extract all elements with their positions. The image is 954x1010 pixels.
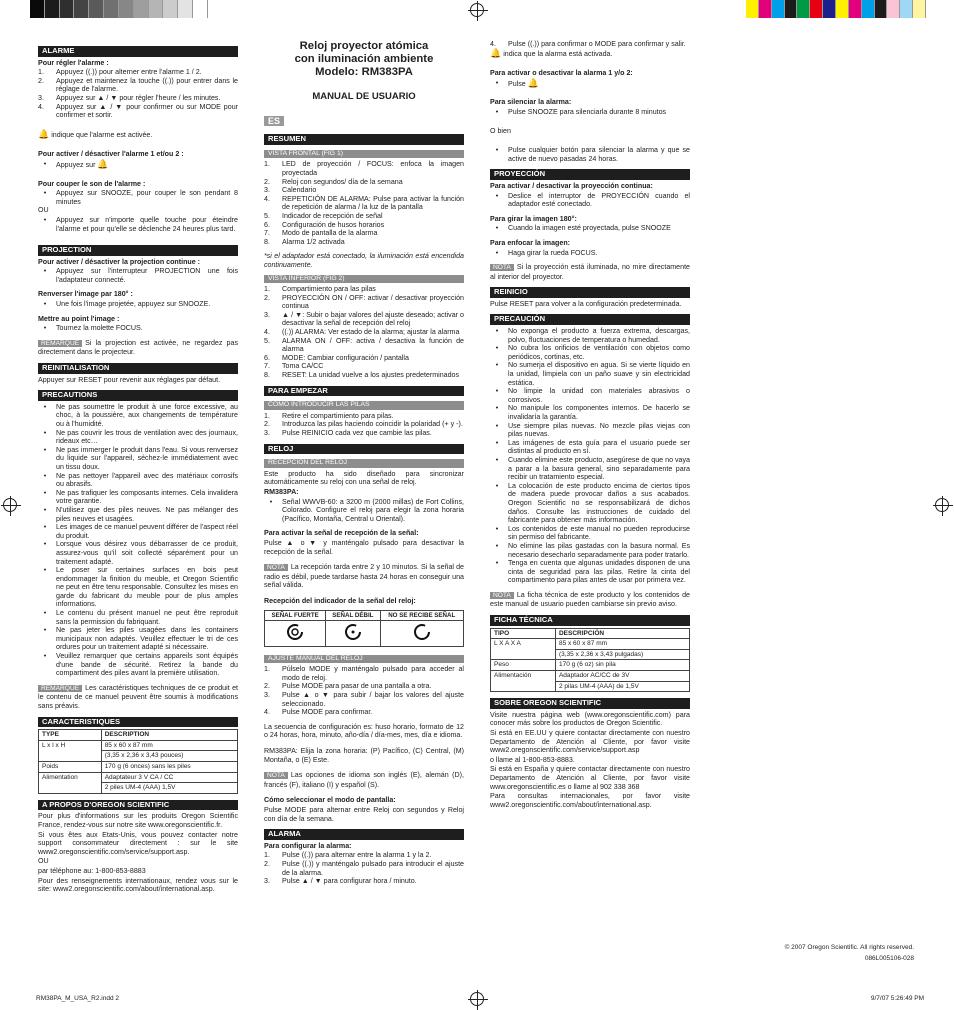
list-text: Pulse MODE para pasar de una pantalla a otra. bbox=[282, 682, 432, 691]
list-text: Tenga en cuenta que algunas unidades disponen de una cinta de seguridad para las pilas. Retire la cinta del compartimento para pilas antes de usar por primera vez. bbox=[508, 559, 690, 585]
list-text: Modo de pantalla de la alarma bbox=[282, 229, 378, 238]
text: Une fois l'image projetée, appuyez sur SNOOZE. bbox=[56, 300, 211, 309]
swatch bbox=[900, 0, 913, 18]
section-reinitialisation: REINITIALISATION bbox=[38, 363, 238, 374]
text: o llame al 1-800-853-8883. bbox=[490, 755, 575, 764]
note-badge: NOTA bbox=[490, 264, 514, 271]
text: Pour plus d'informations sur les produits Oregon Scientific France, rendez-vous sur notre site www.oregonscientific.fr. bbox=[38, 812, 238, 829]
list-text: No cubra los orificios de ventilación con objetos como periódicos, cortinas, etc. bbox=[508, 344, 690, 361]
table-cell bbox=[380, 621, 464, 647]
list-item: 7. Modo de pantalla de la alarma bbox=[264, 229, 464, 238]
list-item: • No limpie la unidad con materiales abrasivos o corrosivos. bbox=[495, 387, 690, 404]
text: Las opciones de idioma son inglés (E), alemán (D), francés (F), italiano (I) y español (S). bbox=[264, 771, 464, 789]
list-item: • Le poser sur certaines surfaces en bois peut endommager la finition du meuble, et Oregon Scientific ne peut en être tenu responsable. Consultez les mises en garde du fabricant du meuble pour de plus amples informations. bbox=[43, 566, 238, 609]
list-item: 8. RESET: La unidad vuelve a los ajustes predeterminados bbox=[264, 371, 464, 380]
list-item: 6. MODE: Cambiar configuración / pantalla bbox=[264, 354, 464, 363]
label: Cómo seleccionar el modo de pantalla: bbox=[264, 796, 396, 805]
list-text: Ne pas immerger le produit dans l'eau. Si vous renversez du liquide sur l'appareil, séchez-le immédiatement avec un tissu doux. bbox=[56, 445, 238, 471]
list-text: Veuillez remarquer que certains appareils sont équipés d'une bande de sécurité. Retirez la bande du compartiment des piles avant la première utilisation. bbox=[56, 652, 238, 678]
list-text: Pulse ▲ o ▼ para subir / bajar los valores del ajuste seleccionado. bbox=[282, 691, 464, 708]
section-reloj: RELOJ bbox=[264, 444, 464, 455]
text: indica que la alarma está activada. bbox=[503, 49, 613, 58]
table-cell: 170 g (6 onces) sans les piles bbox=[101, 761, 237, 772]
text: Les caractéristiques techniques de ce produit et le contenu de ce manuel peuvent être soumis à modifications sans préavis. bbox=[38, 683, 238, 710]
doc-title-3: Modelo: RM383PA bbox=[315, 66, 413, 78]
bottom-list bbox=[264, 285, 464, 380]
list-text: ALARMA ON / OFF: activa / desactiva la función de alarma bbox=[282, 336, 464, 354]
swatch bbox=[862, 0, 875, 18]
table-cell bbox=[265, 621, 326, 647]
table-cell: 2 piles UM-4 (AAA) 1,5V bbox=[101, 783, 237, 794]
ficha-table bbox=[490, 628, 690, 693]
list-text: ((.)) ALARMA: Ver estado de la alarma; ajustar la alarma bbox=[282, 328, 460, 337]
section-empezar: PARA EMPEZAR bbox=[264, 386, 464, 397]
text: Pulse cualquier botón para silenciar la alarma y que se active de nuevo pasadas 24 horas. bbox=[508, 146, 690, 163]
label: Mettre au point l'image : bbox=[38, 314, 120, 323]
swatch bbox=[823, 0, 836, 18]
bell-icon: 🔔 bbox=[97, 158, 109, 169]
precaucion-list bbox=[490, 327, 690, 585]
table-header: TIPO bbox=[491, 628, 556, 639]
list-item: • La colocación de este producto encima de ciertos tipos de madera puede provocar daños a sus acabados. Oregon Scientific no se responsabilizará de dichos daños. Consulte las instrucciones de cuidado del fabricante para obtener más información. bbox=[495, 481, 690, 525]
swatch bbox=[875, 0, 888, 18]
list-text: Alarma 1/2 activada bbox=[282, 237, 345, 246]
bell-icon: 🔔 bbox=[38, 128, 50, 139]
swatch bbox=[887, 0, 900, 18]
list-text: LED de proyección / FOCUS: enfoca la imagen proyectada bbox=[282, 160, 464, 177]
text: RM383PA: bbox=[264, 487, 299, 496]
manual-title: MANUAL DE USUARIO bbox=[312, 91, 416, 102]
list-text: Las imágenes de esta guía para el usuario puede ser distintas al producto en sí. bbox=[508, 438, 690, 456]
french-column: ALARME Pour régler l'alarme : 1. Appuyez ((.)) pour alterner entre l'alarme 1 / 2. 2. Appuyez et maintenez la touche ((.)) pour entrer dans le réglage de l'alarme. 3. Appuyez sur ▲ / ▼ pour régler l'heure / les minutes. 4. Appuyez sur ▲ / ▼ pour confirmer ou sur MODE pour confirmer et sortir. 🔔 indique que l'alarme est activée. Pour activer / désactiver l'alarme 1 et/ou 2 : • Appuyez sur 🔔 Pour couper le son de l'alarme : • Appuyez sur SNOOZE, pour couper le son pendant 8 minutes OU • Appuyez sur n'importe quelle touche pour éteindre l'alarme et pour qu'elle se déclenche 24 heures plus tard. PROJECTION Pour activer / désactiver la projection continue : • Appuyez sur l'interrupteur PROJECTION une fois l'adaptateur connecté. Renverser l'image par 180° : • Une fois l'image projetée, appuyez sur SNOOZE. Mettre au point l'image : • Tournez la molette FOCUS. REMARQUE Si la projection est activée, ne regardez pas directement dans le projecteur. REINITIALISATION Appuyer sur RESET pour revenir aux réglages par défaut. PRECAUTIONS • Ne pas soumettre le produit à une force excessive, au choc, à la poussière, aux changements de température ou à l'humidité. • Ne pas couvrir les trous de ventilation avec des journaux, rideaux etc… • Ne pas immerger le produit dans l'eau. Si vous renversez du liquide sur l'appareil, séchez-le immédiatement avec un tissu doux. • Ne pas nettoyer l'appareil avec des matériaux corrosifs ou abrasifs. • Ne pas trafiquer les composants internes. Cela invalidera votre garantie. • N'utilisez que des piles neuves. Ne pas mélanger des piles neuves et usagées. • Les images de ce manuel peuvent différer de l'aspect réel du produit. • Lorsque vous désirez vous débarrasser de ce produit, assurez-vous qu'il soit collecté séparément pour un traitement adapté. • Le poser sur certaines surfaces en bois peut endommager la finition du meuble, et Oregon Scientific ne peut en être tenu responsable. Consultez les mises en garde du fabricant du meuble pour de plus amples informations. • Le contenu du présent manuel ne peut être reproduit sans la permission du fabriquant. • Ne pas jeter les piles usagées dans les containers municipaux non adaptés. Veuillez effectuer le tri de ces ordures pour un traitement adapté si nécessaire. • Veuillez remarquer que certains appareils sont équipés d'une bande de sécurité. Retirez la bande du compartiment des piles avant la première utilisation. REMARQUE Les caractéristiques techniques de ce produit et le contenu de ce manuel peuvent être soumis à modifications sans préavis. CARACTERISTIQUES TYPE DESCRIPTION L x l x H 85 x 60 x 87 mm (3,35 x 2,36 x 3,43 pouces) Poids 170 g (6 onces) sans les piles Alimentation Adaptateur 3 V CA / CC 2 piles UM-4 (AAA) 1,5V A PROPOS D'OREGON SCIENTIFIC Pour plus d'informations sur les produits Oregon Scientific France, rendez-vous sur notre site www.oregonscientific.fr. Si vous êtes aux Etats-Unis, vous pouvez contacter notre support consommateur directement : sur le site www2.oregonscientific.com/service/support.asp. OU par téléphone au: 1-800-853-8883 Pour des renseignements internationaux, rendez vous sur le site: www2.oregonscientific.com/about/international.asp. bbox=[38, 46, 238, 894]
list-item: 3. ▲ / ▼: Subir o bajar valores del ajuste deseado; activar o desactivar la señal de recepción del reloj bbox=[264, 310, 464, 328]
swatch bbox=[785, 0, 798, 18]
swatch bbox=[45, 0, 60, 18]
list-text: N'utilisez que des piles neuves. Ne pas mélanger des piles neuves et usagées. bbox=[56, 505, 238, 523]
text: *si el adaptador está conectado, la iluminación está encendida continuamente. bbox=[264, 252, 464, 269]
spanish-column-1: Reloj proyector atómica con iluminación ambiente Modelo: RM383PA MANUAL DE USUARIO ES RESUMEN VISTA FRONTAL (FIG 1) 1. LED de proyección / FOCUS: enfoca la imagen proyectada 2. Reloj con segundos/ día de la semana 3. Calendario 4. REPETICIÓN DE ALARMA: Pulse para activar la función de repetición de alarma / la luz de la pantalla 5. Indicador de recepción de señal 6. Configuración de husos horarios 7. Modo de pantalla de la alarma 8. Alarma 1/2 activada *si el adaptador está conectado, la iluminación está encendida continuamente. VISTA INFERIOR (FIG 2) 1. Compartimiento para las pilas 2. PROYECCIÓN ON / OFF: activar / desactivar proyección continua 3. ▲ / ▼: Subir o bajar valores del ajuste deseado; activar o desactivar la señal de recepción del reloj 4. ((.)) ALARMA: Ver estado de la alarma; ajustar la alarma 5. ALARMA ON / OFF: activa / desactiva la función de alarma 6. MODE: Cambiar configuración / pantalla 7. Toma CA/CC 8. RESET: La unidad vuelve a los ajustes predeterminados PARA EMPEZAR CÓMO INTRODUCIR LAS PILAS 1. Retire el compartimiento para pilas. 2. Introduzca las pilas haciendo coincidir la polaridad (+ y -). 3. Pulse REINICIO cada vez que cambie las pilas. RELOJ RECEPCIÓN DEL RELOJ Este producto ha sido diseñado para sincronizar automáticamente su reloj con una señal de reloj. RM383PA: • Señal WWVB-60: a 3200 m (2000 millas) de Fort Collins, Colorado. Configure el reloj para elegir la zona horaria (Pacífico, Montaña, Central u Oriental). Para activar la señal de recepción de la señal: Pulse ▲ o ▼ y manténgalo pulsado para desactivar la recepción de la señal. NOTA La recepción tarda entre 2 y 10 minutos. Si la señal de radio es débil, puede tardarse hasta 24 horas en conseguir una señal válida. Recepción del indicador de la señal del reloj: SEÑAL FUERTE SEÑAL DÉBIL NO SE RECIBE SEÑAL AJUSTE MANUAL DEL RELOJ 1. Púlselo MODE y manténgalo pulsado para acceder al modo de reloj. 2. Pulse MODE para pasar de una pantalla a otra. 3. Pulse ▲ o ▼ para subir / bajar los valores del ajuste seleccionado. 4. Pulse MODE para confirmar. La secuencia de configuración es: huso horario, formato de 12 o 24 horas, hora, minuto, año-día / día-mes, mes, día e idioma. RM383PA: Elija la zona horaria: (P) Pacífico, (C) Central, (M) Montaña, o (E) Este. NOTA Las opciones de idioma son inglés (E), alemán (D), francés (F), italiano (I) y español (S). Cómo seleccionar el modo de pantalla: Pulse MODE para alternar entre Reloj con segundos y Reloj con día de la semana. ALARMA Para configurar la alarma: 1. Pulse ((.)) para alternar entre la alarma 1 y la 2. 2. Pulse ((.)) y manténgalo pulsado para introducir el ajuste de la alarma. 3. Pulse ▲ / ▼ para configurar hora / minuto. bbox=[264, 40, 464, 886]
section-alarma: ALARMA bbox=[264, 829, 464, 840]
precautions-list bbox=[38, 403, 238, 678]
list-item: 1. Retire el compartimiento para pilas. bbox=[264, 412, 464, 421]
list-item: 1. LED de proyección / FOCUS: enfoca la imagen proyectada bbox=[264, 160, 464, 177]
list-text: Configuración de husos horarios bbox=[282, 220, 385, 229]
text: La ficha técnica de este producto y los contenidos de este manual de usuario pueden cambiarse sin previo aviso. bbox=[490, 590, 690, 609]
list-text: MODE: Cambiar configuración / pantalla bbox=[282, 353, 409, 362]
list-item: • Tenga en cuenta que algunas unidades disponen de una cinta de seguridad para las pilas. Retire la cinta del compartimento para pilas antes de usar por primera vez. bbox=[495, 559, 690, 585]
text: Pulse ▲ o ▼ y manténgalo pulsado para desactivar la recepción de la señal. bbox=[264, 538, 464, 556]
label: Para girar la imagen 180°: bbox=[490, 214, 577, 223]
table-cell: Peso bbox=[491, 660, 556, 671]
list-item: 3. Pulse ▲ o ▼ para subir / bajar los valores del ajuste seleccionado. bbox=[264, 691, 464, 708]
table-cell: (3,35 x 2,36 x 3,43 pulgadas) bbox=[555, 649, 689, 660]
swatch bbox=[149, 0, 164, 18]
text: Appuyez sur SNOOZE, pour couper le son pendant 8 minutes bbox=[56, 189, 238, 206]
label: Para activar o desactivar la alarma 1 y/o 2: bbox=[490, 69, 633, 78]
text: Si la projection est activée, ne regardez pas directement dans le projecteur. bbox=[38, 338, 238, 357]
section-precautions: PRECAUTIONS bbox=[38, 390, 238, 401]
list-text: Use siempre pilas nuevas. No mezcle pilas viejas con pilas nuevas. bbox=[508, 421, 690, 439]
doc-title-1: Reloj proyector atómica bbox=[299, 40, 429, 52]
swatch bbox=[74, 0, 89, 18]
strong-signal-icon bbox=[285, 622, 305, 642]
label: Pour couper le son de l'alarme : bbox=[38, 179, 146, 188]
table-header: SEÑAL FUERTE bbox=[265, 610, 326, 621]
step: Appuyez sur ▲ / ▼ pour régler l'heure / les minutes. bbox=[56, 93, 221, 102]
subsection-ajuste: AJUSTE MANUAL DEL RELOJ bbox=[264, 655, 464, 664]
note-badge: NOTA bbox=[264, 564, 288, 571]
label: Para activar / desactivar la proyección continua: bbox=[490, 181, 653, 190]
list-item: • Ne pas trafiquer les composants internes. Cela invalidera votre garantie. bbox=[43, 488, 238, 506]
table-cell: Alimentation bbox=[39, 772, 102, 793]
table-header: NO SE RECIBE SEÑAL bbox=[380, 610, 464, 621]
registration-mark-bottom bbox=[470, 992, 484, 1006]
swatch bbox=[746, 0, 759, 18]
table-cell: L x l x H bbox=[39, 740, 102, 761]
step: Appuyez sur ▲ / ▼ pour confirmer ou sur MODE pour confirmer et sortir. bbox=[56, 102, 238, 120]
section-resumen: RESUMEN bbox=[264, 134, 464, 145]
language-tag: ES bbox=[264, 116, 284, 127]
print-date: 9/7/07 5:26:49 PM bbox=[870, 995, 924, 1002]
table-cell: Adaptador AC/CC de 3V bbox=[555, 671, 689, 682]
step: Appuyez ((.)) pour alterner entre l'alarme 1 / 2. bbox=[56, 68, 202, 77]
text: Haga girar la rueda FOCUS. bbox=[508, 248, 598, 257]
label: Pour activer / désactiver la projection continue : bbox=[38, 257, 201, 266]
list-text: No sumerja el dispositivo en agua. Si se vierte líquido en la unidad, límpiela con un paño suave y sin electricidad estática. bbox=[508, 361, 690, 387]
section-apropos: A PROPOS D'OREGON SCIENTIFIC bbox=[38, 800, 238, 811]
table-cell bbox=[326, 621, 380, 647]
text: La secuencia de configuración es: huso horario, formato de 12 o 24 horas, hora, minuto, año-día / día-mes, mes, día e idioma. bbox=[264, 722, 464, 740]
list-text: ▲ / ▼: Subir o bajar valores del ajuste deseado; activar o desactivar la señal de recepción del reloj bbox=[282, 310, 464, 328]
swatch bbox=[193, 0, 208, 18]
subsection-recepcion: RECEPCIÓN DEL RELOJ bbox=[264, 459, 464, 468]
list-text: REPETICIÓN DE ALARMA: Pulse para activar la función de repetición de alarma / la luz de la pantalla bbox=[282, 194, 464, 212]
list-text: Ne pas soumettre le produit à une force excessive, au choc, à la poussière, aux changements de température ou à l'humidité. bbox=[56, 402, 238, 428]
list-item: • No elimine las pilas gastadas con la basura normal. Es necesario desecharlo separadamente para poder tratarlo. bbox=[495, 541, 690, 559]
note-badge: NOTA bbox=[264, 772, 288, 779]
label: Pour activer / désactiver l'alarme 1 et/ou 2 : bbox=[38, 150, 184, 159]
list-text: Los contenidos de este manual no pueden reproducirse sin permiso del fabricante. bbox=[508, 524, 690, 542]
table-cell: 170 g (6 oz) sin pila bbox=[555, 660, 689, 671]
empezar-list bbox=[264, 412, 464, 438]
copyright: © 2007 Oregon Scientific. All rights reserved. bbox=[784, 944, 914, 951]
list-item: 2. PROYECCIÓN ON / OFF: activar / desactivar proyección continua bbox=[264, 293, 464, 311]
registration-mark-right bbox=[935, 498, 949, 512]
table-header: DESCRIPTION bbox=[101, 730, 237, 741]
list-item: 8. Alarma 1/2 activada bbox=[264, 238, 464, 247]
bell-icon: 🔔 bbox=[490, 47, 502, 58]
text: Este producto ha sido diseñado para sincronizar automáticamente su reloj con una señal de reloj. bbox=[264, 469, 464, 487]
list-text: Retire el compartimiento para pilas. bbox=[282, 411, 394, 420]
list-text: Cuando elimine este producto, asegúrese de que no vaya a parar a la basura general, sino separadamente para recibir un tratamiento especial. bbox=[508, 455, 690, 482]
list-item: • N'utilisez que des piles neuves. Ne pas mélanger des piles neuves et usagées. bbox=[43, 505, 238, 523]
section-caracteristiques: CARACTERISTIQUES bbox=[38, 717, 238, 728]
table-header: TYPE bbox=[39, 730, 102, 741]
swatch bbox=[104, 0, 119, 18]
list-text: No elimine las pilas gastadas con la basura normal. Es necesario desecharlo separadamente para poder tratarlo. bbox=[508, 541, 690, 559]
front-list bbox=[264, 160, 464, 246]
list-text: Le contenu du présent manuel ne peut être reproduit sans la permission du fabriquant. bbox=[56, 609, 238, 626]
list-text: Ne pas jeter les piles usagées dans les containers municipaux non adaptés. Veuillez effectuer le tri de ces ordures pour un traitement adapté si nécessaire. bbox=[56, 626, 238, 652]
list-item: 5. ALARMA ON / OFF: activa / desactiva la función de alarma bbox=[264, 336, 464, 354]
text: Pulse SNOOZE para silenciarla durante 8 minutos bbox=[508, 107, 667, 116]
list-item: 1. Púlselo MODE y manténgalo pulsado para acceder al modo de reloj. bbox=[264, 665, 464, 682]
text: Señal WWVB-60: a 3200 m (2000 millas) de Fort Collins, Colorado. Configure el reloj para elegir la zona horaria (Pacífico, Montaña, Central u Oriental). bbox=[282, 497, 464, 523]
list-item: 4. Pulse MODE para confirmar. bbox=[264, 708, 464, 717]
label: Recepción del indicador de la señal del reloj: bbox=[264, 596, 416, 605]
section-precaucion: PRECAUCIÓN bbox=[490, 314, 690, 325]
text: Para consultas internacionales, por favor visite www2.oregonscientific.com/about/international.asp. bbox=[490, 792, 690, 809]
list-text: Toma CA/CC bbox=[282, 362, 324, 371]
text: Si la proyección está iluminada, no mire directamente al interior del proyector. bbox=[490, 263, 690, 281]
list-item: 5. Indicador de recepción de señal bbox=[264, 212, 464, 221]
text: Appuyer sur RESET pour revenir aux réglages par défaut. bbox=[38, 375, 221, 384]
subsection-bottom: VISTA INFERIOR (FIG 2) bbox=[264, 275, 464, 284]
list-text: Les images de ce manuel peuvent différer de l'aspect réel du produit. bbox=[56, 523, 238, 540]
list-text: No limpie la unidad con materiales abrasivos o corrosivos. bbox=[508, 387, 690, 404]
note-badge: NOTA bbox=[490, 592, 514, 599]
note-badge: REMARQUE bbox=[38, 340, 82, 347]
signal-table bbox=[264, 610, 464, 647]
text: par téléphone au: 1-800-853-8883 bbox=[38, 866, 146, 875]
swatch bbox=[178, 0, 193, 18]
list-item: • Veuillez remarquer que certains appareils sont équipés d'une bande de sécurité. Retirez la bande du compartiment des piles avant la première utilisation. bbox=[43, 652, 238, 678]
list-item: • Las imágenes de esta guía para el usuario puede ser distintas al producto en sí. bbox=[495, 438, 690, 456]
list-item: 6. Configuración de husos horarios bbox=[264, 221, 464, 230]
section-ficha: FICHA TÉCNICA bbox=[490, 615, 690, 626]
label: Pour régler l'alarme : bbox=[38, 58, 109, 67]
alarme-steps: 1. Appuyez ((.)) pour alterner entre l'alarme 1 / 2. 2. Appuyez et maintenez la touche ((.)) pour entrer dans le réglage de l'alarme. 3. Appuyez sur ▲ / ▼ pour régler l'heure / les minutes. 4. Appuyez sur ▲ / ▼ pour confirmer ou sur MODE pour confirmer et sortir. bbox=[38, 68, 238, 120]
list-item: • Les images de ce manuel peuvent différer de l'aspect réel du produit. bbox=[43, 523, 238, 540]
doc-title-2: con iluminación ambiente bbox=[294, 53, 434, 65]
list-text: No exponga el producto a fuerza extrema, descargas, polvo, fluctuaciones de temperatura o humedad. bbox=[508, 327, 690, 344]
list-text: Lorsque vous désirez vous débarrasser de ce produit, assurez-vous qu'il soit collecté séparément pour un traitement adapté. bbox=[56, 540, 238, 566]
registration-mark-top bbox=[470, 3, 484, 17]
list-item: 3. Calendario bbox=[264, 186, 464, 195]
text: OU bbox=[38, 206, 49, 215]
label: Para configurar la alarma: bbox=[264, 841, 352, 850]
text: Si está en EE.UU y quiere contactar directamente con nuestro Departamento de Atención al Cliente, por favor visite www2.oregonscientific.com/service/support.asp bbox=[490, 729, 690, 755]
list-item: • Los contenidos de este manual no pueden reproducirse sin permiso del fabricante. bbox=[495, 524, 690, 542]
text: OU bbox=[38, 857, 49, 866]
list-text: Pulse REINICIO cada vez que cambie las pilas. bbox=[282, 429, 432, 437]
text: O bien bbox=[490, 126, 511, 135]
text: Pour des renseignements internationaux, rendez vous sur le site: www2.oregonscientific.com/about/international.asp. bbox=[38, 876, 238, 894]
swatch bbox=[163, 0, 178, 18]
list-text: Reloj con segundos/ día de la semana bbox=[282, 177, 403, 186]
manual-list bbox=[264, 665, 464, 717]
document-code: 086L005106-028 bbox=[864, 955, 914, 962]
text: Pulse bbox=[508, 79, 526, 88]
list-text: Ne pas nettoyer l'appareil avec des matériaux corrosifs ou abrasifs. bbox=[56, 471, 238, 489]
label: Renverser l'image par 180° : bbox=[38, 290, 133, 299]
section-projection: PROJECTION bbox=[38, 245, 238, 256]
bell-icon: 🔔 bbox=[527, 77, 539, 88]
text: La recepción tarda entre 2 y 10 minutos. Si la señal de radio es débil, puede tardarse hasta 24 horas en conseguir una señal válida. bbox=[264, 563, 464, 590]
step: Pulse ((.)) y manténgalo pulsado para introducir el ajuste de la alarma. bbox=[282, 859, 464, 877]
weak-signal-icon bbox=[343, 622, 363, 642]
swatch bbox=[849, 0, 862, 18]
list-text: Ne pas trafiquer les composants internes. Cela invalidera votre garantie. bbox=[56, 488, 238, 506]
text: Si vous êtes aux Etats-Unis, vous pouvez contacter notre support consommateur directement : sur le site www2.oregonscientific.com/service/support.asp. bbox=[38, 830, 238, 856]
table-cell: 85 x 60 x 87 mm bbox=[555, 639, 689, 650]
list-item: • Use siempre pilas nuevas. No mezcle pilas viejas con pilas nuevas. bbox=[495, 421, 690, 439]
list-item: 3. Pulse REINICIO cada vez que cambie las pilas. bbox=[264, 429, 464, 438]
text: Deslice el interruptor de PROYECCIÓN cuando el adaptador esté conectado. bbox=[508, 191, 690, 209]
list-item: 2. Reloj con segundos/ día de la semana bbox=[264, 178, 464, 187]
table-cell: Alimentación bbox=[491, 671, 556, 692]
swatch bbox=[30, 0, 45, 18]
table-cell: Adaptateur 3 V CA / CC bbox=[101, 772, 237, 783]
table-cell: 2 pilas UM-4 (AAA) de 1,5V bbox=[555, 681, 689, 692]
table-cell: 85 x 60 x 87 mm bbox=[101, 740, 237, 751]
list-item: • Lorsque vous désirez vous débarrasser de ce produit, assurez-vous qu'il soit collecté séparément pour un traitement adapté. bbox=[43, 540, 238, 566]
file-name: RM38PA_M_USA_R2.indd 2 bbox=[36, 995, 119, 1002]
list-text: PROYECCIÓN ON / OFF: activar / desactivar proyección continua bbox=[282, 293, 464, 311]
specs-table bbox=[38, 729, 238, 794]
list-text: Compartimiento para las pilas bbox=[282, 285, 376, 294]
spanish-column-2: 4. Pulse ((.)) para confirmar o MODE para confirmar y salir. 🔔 indica que la alarma está activada. Para activar o desactivar la alarma 1 y/o 2: • Pulse 🔔 Para silenciar la alarma: • Pulse SNOOZE para silenciarla durante 8 minutos O bien • Pulse cualquier botón para silenciar la alarma y que se active de nuevo pasadas 24 horas. PROYECCIÓN Para activar / desactivar la proyección continua: • Deslice el interruptor de PROYECCIÓN cuando el adaptador esté conectado. Para girar la imagen 180°: • Cuando la imagen esté proyectada, pulse SNOOZE Para enfocar la imagen: • Haga girar la rueda FOCUS. NOTA Si la proyección está iluminada, no mire directamente al interior del proyector. REINICIO Pulse RESET para volver a la configuración predeterminada. PRECAUCIÓN • No exponga el producto a fuerza extrema, descargas, polvo, fluctuaciones de temperatura o humedad. • No cubra los orificios de ventilación con objetos como periódicos, cortinas, etc. • No sumerja el dispositivo en agua. Si se vierte líquido en la unidad, límpiela con un paño suave y sin electricidad estática. • No limpie la unidad con materiales abrasivos o corrosivos. • No manipule los componentes internos. De hacerlo se invalidaría la garantía. • Use siempre pilas nuevas. No mezcle pilas viejas con pilas nuevas. • Las imágenes de esta guía para el usuario puede ser distintas al producto en sí. • Cuando elimine este producto, asegúrese de que no vaya a parar a la basura general, sino separadamente para recibir un tratamiento especial. • La colocación de este producto encima de ciertos tipos de madera puede provocar daños a sus acabados. Oregon Scientific no se responsabilizará de dichos daños. Consulte las instrucciones de cuidado del fabricante para obtener más información. • Los contenidos de este manual no pueden reproducirse sin permiso del fabricante. • No elimine las pilas gastadas con la basura normal. Es necesario desecharlo separadamente para poder tratarlo. • Tenga en cuenta que algunas unidades disponen de una cinta de seguridad para las pilas. Retire la cinta del compartimento para pilas antes de usar por primera vez. NOTA La ficha técnica de este producto y los contenidos de este manual de usuario pueden cambiarse sin previo aviso. FICHA TÉCNICA TIPO DESCRIPCIÓN L X A X A 85 x 60 x 87 mm (3,35 x 2,36 x 3,43 pulgadas) Peso 170 g (6 oz) sin pila Alimentación Adaptador AC/CC de 3V 2 pilas UM-4 (AAA) de 1,5V SOBRE OREGON SCIENTIFIC Visite nuestra página web (www.oregonscientific.com) para conocer más sobre los productos de Oregon Scientific. Si está en EE.UU y quiere contactar directamente con nuestro Departamento de Atención al Cliente, por favor visite www2.oregonscientific.com/service/support.asp o llame al 1-800-853-8883. Si está en España y quiere contactar directamente con nuestro Departamento de Atención al Cliente, por favor visite www.oregonscientific.es o llame al 902 338 368 Para consultas internacionales, por favor visite www2.oregonscientific.com/about/international.asp. bbox=[490, 40, 690, 809]
step: Appuyez et maintenez la touche ((.)) pour entrer dans le réglage de l'alarme. bbox=[56, 76, 238, 94]
section-proyeccion: PROYECCIÓN bbox=[490, 169, 690, 180]
table-cell: (3,35 x 2,36 x 3,43 pouces) bbox=[101, 751, 237, 762]
text: Appuyez sur n'importe quelle touche pour éteindre l'alarme et pour qu'elle se déclenche 24 heures plus tard. bbox=[56, 215, 238, 233]
list-text: No manipule los componentes internos. De hacerlo se invalidaría la garantía. bbox=[508, 404, 690, 421]
step: Pulse ▲ / ▼ para configurar hora / minuto. bbox=[282, 877, 417, 886]
swatch bbox=[797, 0, 810, 18]
text: Appuyez sur bbox=[56, 160, 96, 169]
list-item: • Ne pas immerger le produit dans l'eau. Si vous renversez du liquide sur l'appareil, séchez-le immédiatement avec un tissu doux. bbox=[43, 445, 238, 471]
swatch bbox=[759, 0, 772, 18]
list-item: 4. ((.)) ALARMA: Ver estado de la alarma; ajustar la alarma bbox=[264, 328, 464, 337]
list-text: Indicador de recepción de señal bbox=[282, 211, 383, 220]
text: Visite nuestra página web (www.oregonscientific.com) para conocer más sobre los productos de Oregon Scientific. bbox=[490, 710, 690, 728]
section-alarme: ALARME bbox=[38, 46, 238, 57]
text: Cuando la imagen esté proyectada, pulse SNOOZE bbox=[508, 224, 671, 233]
list-item: • No cubra los orificios de ventilación con objetos como periódicos, cortinas, etc. bbox=[495, 344, 690, 361]
list-item: • Cuando elimine este producto, asegúrese de que no vaya a parar a la basura general, sino separadamente para recibir un tratamiento especial. bbox=[495, 455, 690, 482]
subsection-pilas: CÓMO INTRODUCIR LAS PILAS bbox=[264, 401, 464, 410]
step: Pulse ((.)) para confirmar o MODE para confirmar y salir. bbox=[508, 40, 686, 48]
swatch bbox=[836, 0, 849, 18]
label: Para enfocar la imagen: bbox=[490, 238, 571, 247]
grayscale-bar bbox=[30, 0, 208, 18]
list-item: • No exponga el producto a fuerza extrema, descargas, polvo, fluctuaciones de temperatura o humedad. bbox=[495, 327, 690, 344]
text: Pulse MODE para alternar entre Reloj con segundos y Reloj con día de la semana. bbox=[264, 806, 464, 823]
swatch bbox=[810, 0, 823, 18]
table-cell: Poids bbox=[39, 761, 102, 772]
label: Para silenciar la alarma: bbox=[490, 98, 572, 107]
list-item: 2. Introduzca las pilas haciendo coincidir la polaridad (+ y -). bbox=[264, 420, 463, 429]
list-text: RESET: La unidad vuelve a los ajustes predeterminados bbox=[282, 371, 460, 380]
list-item: 7. Toma CA/CC bbox=[264, 362, 464, 371]
swatch bbox=[772, 0, 785, 18]
list-text: Pulse MODE para confirmar. bbox=[282, 708, 373, 717]
list-text: Púlselo MODE y manténgalo pulsado para acceder al modo de reloj. bbox=[282, 665, 464, 682]
list-item: • No manipule los componentes internos. De hacerlo se invalidaría la garantía. bbox=[495, 404, 690, 421]
list-item: • Le contenu du présent manuel ne peut être reproduit sans la permission du fabriquant. bbox=[43, 609, 238, 626]
table-cell: L X A X A bbox=[491, 639, 556, 660]
no-signal-icon bbox=[412, 622, 432, 642]
text: Tournez la molette FOCUS. bbox=[56, 324, 143, 333]
list-item: 2. Pulse MODE para pasar de una pantalla a otra. bbox=[264, 682, 464, 691]
text: Appuyez sur l'interrupteur PROJECTION une fois l'adaptateur connecté. bbox=[56, 267, 238, 284]
section-reinicio: REINICIO bbox=[490, 287, 690, 298]
list-text: Calendario bbox=[282, 186, 317, 195]
note-badge: REMARQUE bbox=[38, 685, 82, 692]
label: Para activar la señal de recepción de la señal: bbox=[264, 529, 419, 538]
list-item: • Ne pas soumettre le produit à une force excessive, au choc, à la poussière, aux changements de température ou à l'humidité. bbox=[43, 402, 238, 428]
table-header: SEÑAL DÉBIL bbox=[326, 610, 380, 621]
subsection-front: VISTA FRONTAL (FIG 1) bbox=[264, 150, 464, 159]
registration-mark-left bbox=[3, 498, 17, 512]
text: Pulse RESET para volver a la configuración predeterminada. bbox=[490, 299, 682, 308]
section-sobre: SOBRE OREGON SCIENTIFIC bbox=[490, 698, 690, 709]
list-item: 4. REPETICIÓN DE ALARMA: Pulse para activar la función de repetición de alarma / la luz de la pantalla bbox=[264, 194, 464, 212]
swatch bbox=[60, 0, 75, 18]
list-item: 1. Compartimiento para las pilas bbox=[264, 285, 464, 294]
step: Pulse ((.)) para alternar entre la alarma 1 y la 2. bbox=[282, 851, 432, 860]
color-bar bbox=[746, 0, 926, 18]
list-item: • Ne pas couvrir les trous de ventilation avec des journaux, rideaux etc… bbox=[43, 428, 238, 446]
list-text: Le poser sur certaines surfaces en bois peut endommager la finition du meuble, et Oregon Scientific ne peut en être tenu responsable. Consultez les mises en garde du fabricant du meuble pour de plus amples informations. bbox=[56, 566, 238, 609]
text: Si está en España y quiere contactar directamente con nuestro Departamento de Atención al Cliente, por favor visite www.oregonscientific.es o llame al 902 338 368 bbox=[490, 765, 690, 791]
text: indique que l'alarme est activée. bbox=[51, 130, 153, 139]
list-text: La colocación de este producto encima de ciertos tipos de madera puede provocar daños a sus acabados. Oregon Scientific no se responsabilizará de dichos daños. Consulte las instrucciones de cuidado del fabricante para obtener más información. bbox=[508, 481, 690, 525]
table-header: DESCRIPCIÓN bbox=[555, 628, 689, 639]
swatch bbox=[119, 0, 134, 18]
list-item: • No sumerja el dispositivo en agua. Si se vierte líquido en la unidad, límpiela con un paño suave y sin electricidad estática. bbox=[495, 361, 690, 387]
text: RM383PA: Elija la zona horaria: (P) Pacífico, (C) Central, (M) Montaña, o (E) Este. bbox=[264, 747, 464, 764]
list-item: • Ne pas jeter les piles usagées dans les containers municipaux non adaptés. Veuillez effectuer le tri de ces ordures pour un traitement adapté si nécessaire. bbox=[43, 626, 238, 652]
list-item: • Ne pas nettoyer l'appareil avec des matériaux corrosifs ou abrasifs. bbox=[43, 471, 238, 489]
swatch bbox=[134, 0, 149, 18]
list-text: Ne pas couvrir les trous de ventilation avec des journaux, rideaux etc… bbox=[56, 428, 238, 446]
list-text: Introduzca las pilas haciendo coincidir la polaridad (+ y -). bbox=[282, 420, 463, 429]
swatch bbox=[89, 0, 104, 18]
swatch bbox=[913, 0, 926, 18]
